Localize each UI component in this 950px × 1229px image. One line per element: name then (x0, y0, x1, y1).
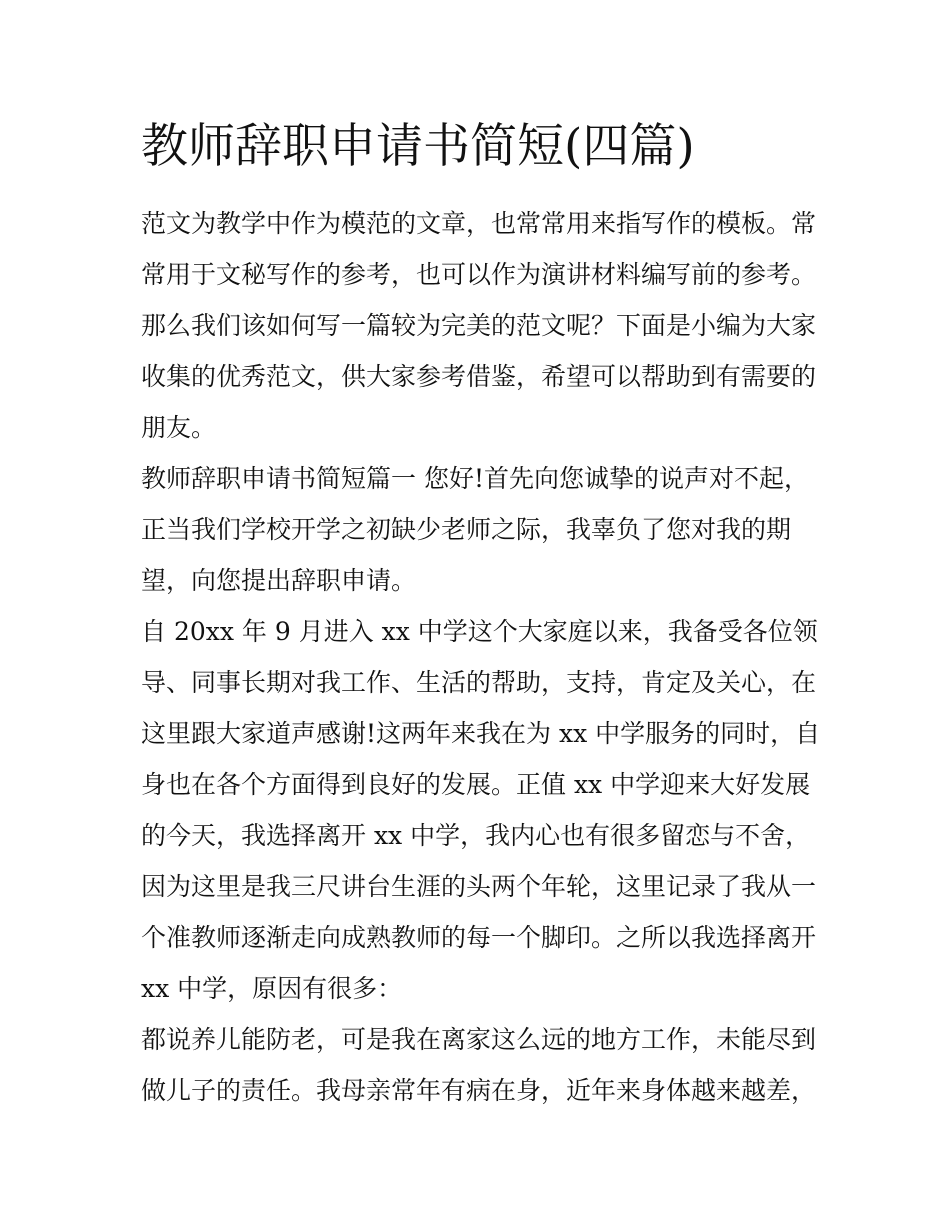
text-line: 收集的优秀范文，供大家参考借鉴，希望可以帮助到有需要的 (141, 362, 817, 391)
text-line: 自 20xx 年 9 月进入 xx 中学这个大家庭以来，我备受各位领 (141, 617, 818, 646)
text-line: 身也在各个方面得到良好的发展。正值 xx 中学迎来大好发展 (141, 770, 811, 799)
text-line: 那么我们该如何写一篇较为完美的范文呢？下面是小编为大家 (141, 311, 817, 340)
text-line: 都说养儿能防老，可是我在离家这么远的地方工作，未能尽到 (141, 1025, 817, 1054)
text-line: 范文为教学中作为模范的文章，也常常用来指写作的模板。常 (141, 209, 817, 238)
text-line: 这里跟大家道声感谢!这两年来我在为 xx 中学服务的同时，自 (141, 719, 821, 748)
document-title: 教师辞职申请书简短(四篇) (141, 119, 695, 174)
text-line: 的今天，我选择离开 xx 中学，我内心也有很多留恋与不舍， (141, 821, 811, 850)
text-line: 正当我们学校开学之初缺少老师之际，我辜负了您对我的期 (141, 515, 792, 544)
text-line: 个准教师逐渐走向成熟教师的每一个脚印。之所以我选择离开 (141, 923, 817, 952)
text-line: 做儿子的责任。我母亲常年有病在身，近年来身体越来越差， (141, 1076, 817, 1105)
document-body (141, 202, 821, 1120)
text-line: xx 中学，原因有很多： (141, 974, 403, 1003)
text-line: 导、同事长期对我工作、生活的帮助，支持，肯定及关心，在 (141, 668, 817, 697)
text-line: 朋友。 (141, 413, 217, 442)
text-line: 常用于文秘写作的参考，也可以作为演讲材料编写前的参考。 (141, 260, 817, 289)
text-line: 因为这里是我三尺讲台生涯的头两个年轮，这里记录了我从一 (141, 872, 817, 901)
text-line: 望，向您提出辞职申请。 (141, 566, 417, 595)
text-line: 教师辞职申请书简短篇一 您好!首先向您诚挚的说声对不起， (141, 464, 809, 493)
